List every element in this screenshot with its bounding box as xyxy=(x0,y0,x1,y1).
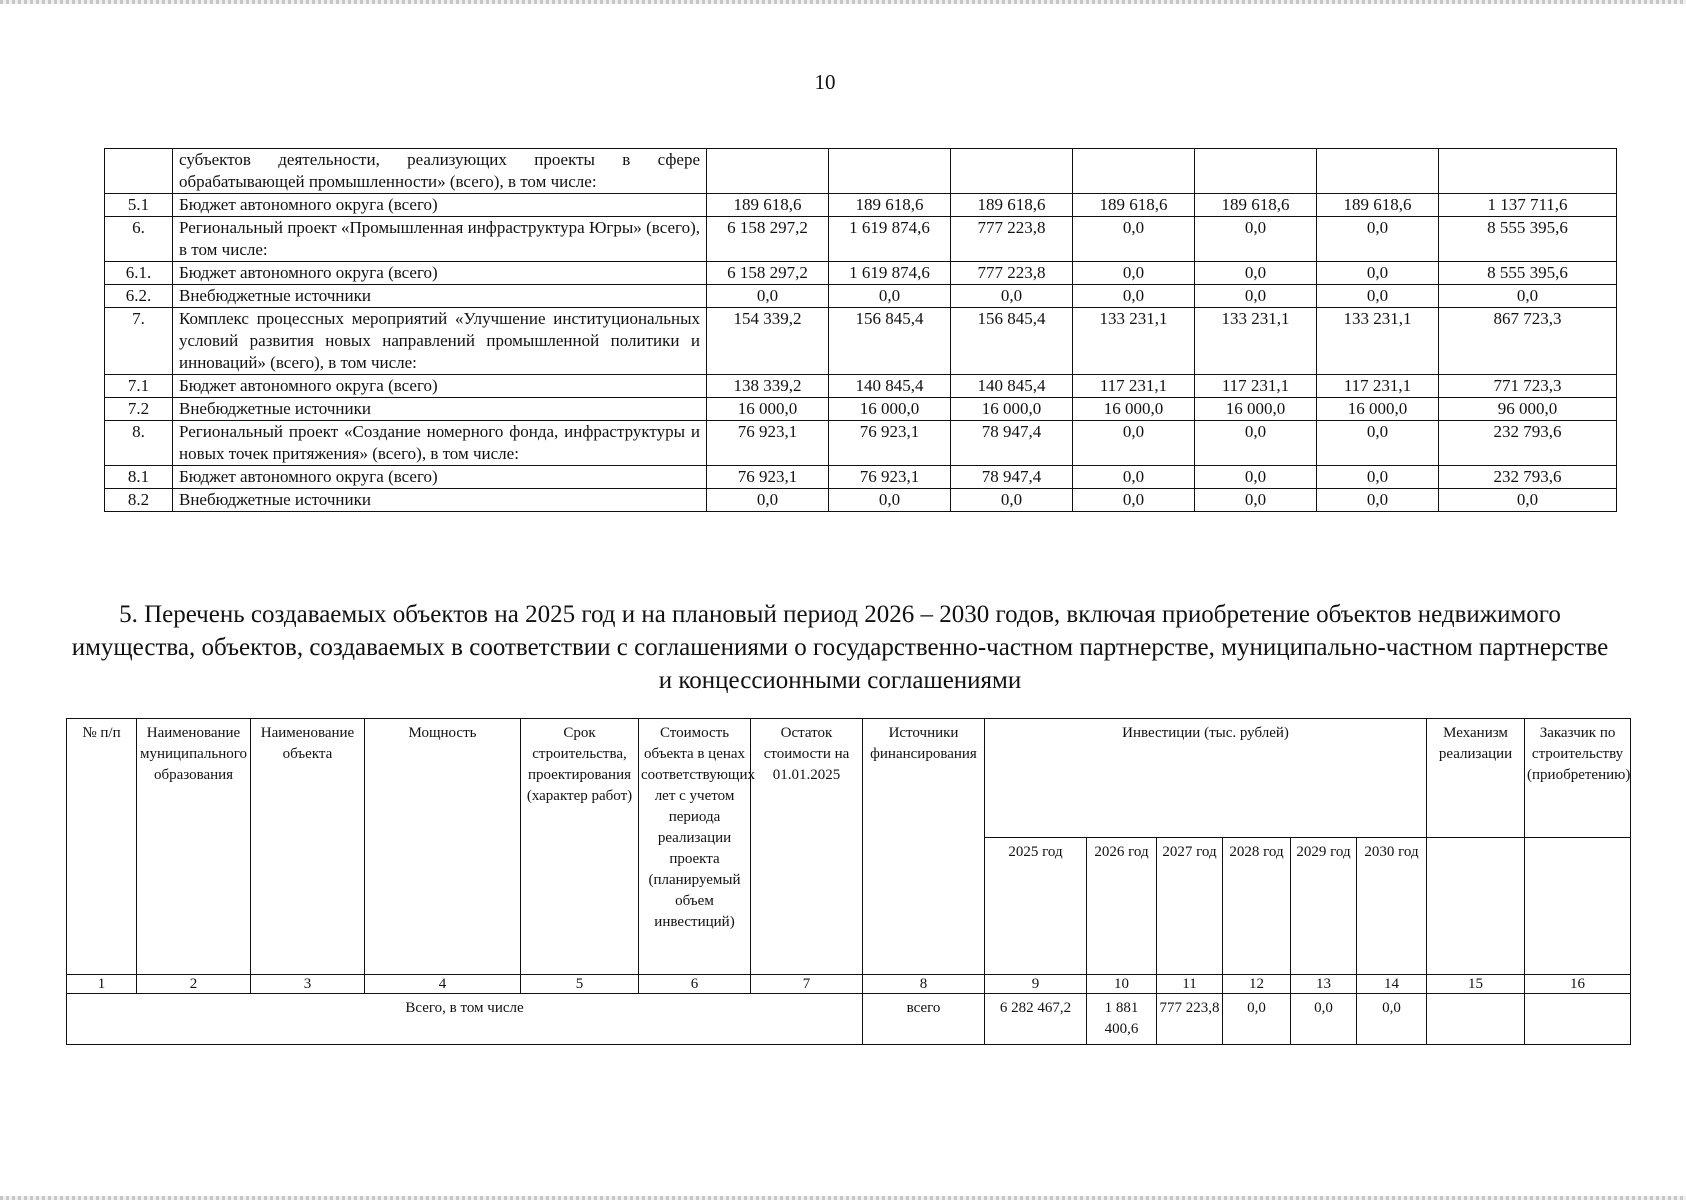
row-value: 0,0 xyxy=(1195,262,1317,285)
row-value xyxy=(1195,149,1317,194)
row-value: 0,0 xyxy=(1439,285,1617,308)
row-value xyxy=(1073,149,1195,194)
table-row xyxy=(105,421,1617,466)
row-name: Комплекс процессных мероприятий «Улучшение институциональных условий развития новых направлений промышленной политики и инноваций» (всего), в том числе: xyxy=(173,308,707,375)
column-index: 7 xyxy=(751,975,863,994)
total-label: Всего, в том числе xyxy=(67,994,863,1045)
column-index: 11 xyxy=(1157,975,1223,994)
row-value: 154 339,2 xyxy=(707,308,829,375)
column-index: 10 xyxy=(1087,975,1157,994)
col-customer-sub xyxy=(1525,838,1631,975)
row-value: 232 793,6 xyxy=(1439,421,1617,466)
row-value: 0,0 xyxy=(707,285,829,308)
col-year-header: 2028 год xyxy=(1223,838,1291,975)
col-capacity-header: Мощность xyxy=(365,719,521,975)
row-value: 133 231,1 xyxy=(1073,308,1195,375)
total-value: 0,0 xyxy=(1357,994,1427,1045)
row-value: 0,0 xyxy=(1073,421,1195,466)
row-value: 0,0 xyxy=(1073,217,1195,262)
row-value: 189 618,6 xyxy=(1073,194,1195,217)
row-number: 8.2 xyxy=(105,489,173,512)
total-source: всего xyxy=(863,994,985,1045)
row-number: 6.1. xyxy=(105,262,173,285)
row-value: 6 158 297,2 xyxy=(707,217,829,262)
row-value xyxy=(707,149,829,194)
row-value: 0,0 xyxy=(1317,466,1439,489)
header-row-1 xyxy=(67,719,1631,838)
col-year-header: 2027 год xyxy=(1157,838,1223,975)
row-name: Бюджет автономного округа (всего) xyxy=(173,375,707,398)
column-index-row xyxy=(67,975,1631,994)
column-index: 4 xyxy=(365,975,521,994)
row-value: 0,0 xyxy=(1317,217,1439,262)
row-value: 1 619 874,6 xyxy=(829,217,951,262)
row-value: 1 137 711,6 xyxy=(1439,194,1617,217)
row-value: 138 339,2 xyxy=(707,375,829,398)
row-value: 16 000,0 xyxy=(1317,398,1439,421)
row-value: 0,0 xyxy=(951,489,1073,512)
row-number: 7.1 xyxy=(105,375,173,398)
row-name: Бюджет автономного округа (всего) xyxy=(173,194,707,217)
total-customer xyxy=(1525,994,1631,1045)
row-value: 0,0 xyxy=(829,285,951,308)
col-investments-header: Инвестиции (тыс. рублей) xyxy=(985,719,1427,838)
row-value: 16 000,0 xyxy=(1073,398,1195,421)
row-value: 76 923,1 xyxy=(707,466,829,489)
row-value: 0,0 xyxy=(1317,262,1439,285)
row-value: 0,0 xyxy=(1195,421,1317,466)
column-index: 2 xyxy=(137,975,251,994)
table-row xyxy=(105,285,1617,308)
row-value: 117 231,1 xyxy=(1317,375,1439,398)
scan-edge-bottom xyxy=(0,1196,1686,1200)
table-row xyxy=(105,262,1617,285)
total-value: 0,0 xyxy=(1223,994,1291,1045)
row-value: 156 845,4 xyxy=(829,308,951,375)
total-value: 0,0 xyxy=(1291,994,1357,1045)
column-index: 6 xyxy=(639,975,751,994)
column-index: 5 xyxy=(521,975,639,994)
row-number: 5.1 xyxy=(105,194,173,217)
page-number: 10 xyxy=(814,70,836,94)
col-mechanism-sub xyxy=(1427,838,1525,975)
col-year-header: 2025 год xyxy=(985,838,1087,975)
row-value: 76 923,1 xyxy=(829,421,951,466)
row-value: 1 619 874,6 xyxy=(829,262,951,285)
row-value: 76 923,1 xyxy=(707,421,829,466)
row-value: 0,0 xyxy=(951,285,1073,308)
row-value: 0,0 xyxy=(1317,285,1439,308)
column-index: 9 xyxy=(985,975,1087,994)
row-value xyxy=(1317,149,1439,194)
row-value: 777 223,8 xyxy=(951,262,1073,285)
row-value: 16 000,0 xyxy=(829,398,951,421)
col-number-header: № п/п xyxy=(67,719,137,975)
row-value: 0,0 xyxy=(1317,489,1439,512)
total-mechanism xyxy=(1427,994,1525,1045)
row-name: Бюджет автономного округа (всего) xyxy=(173,262,707,285)
row-value: 867 723,3 xyxy=(1439,308,1617,375)
table-row xyxy=(105,466,1617,489)
row-value: 16 000,0 xyxy=(707,398,829,421)
col-source-header: Источники финансирования xyxy=(863,719,985,975)
row-value: 0,0 xyxy=(1073,285,1195,308)
row-value xyxy=(951,149,1073,194)
row-value: 771 723,3 xyxy=(1439,375,1617,398)
row-number: 6. xyxy=(105,217,173,262)
column-index: 12 xyxy=(1223,975,1291,994)
row-value: 0,0 xyxy=(829,489,951,512)
objects-table xyxy=(66,718,1631,1045)
table-row xyxy=(105,489,1617,512)
row-value: 133 231,1 xyxy=(1317,308,1439,375)
col-municipality-header: Наименование муниципального образования xyxy=(137,719,251,975)
col-customer-header: Заказчик по строительству (приобретению) xyxy=(1525,719,1631,838)
row-value: 156 845,4 xyxy=(951,308,1073,375)
total-value: 1 881 400,6 xyxy=(1087,994,1157,1045)
col-remaining-header: Остаток стоимости на 01.01.2025 xyxy=(751,719,863,975)
row-value: 0,0 xyxy=(1073,466,1195,489)
row-value: 8 555 395,6 xyxy=(1439,262,1617,285)
col-mechanism-header: Механизм реализации xyxy=(1427,719,1525,838)
table-row xyxy=(105,398,1617,421)
row-value: 133 231,1 xyxy=(1195,308,1317,375)
row-value: 16 000,0 xyxy=(1195,398,1317,421)
row-number: 6.2. xyxy=(105,285,173,308)
row-value: 16 000,0 xyxy=(951,398,1073,421)
total-value: 777 223,8 xyxy=(1157,994,1223,1045)
row-value: 78 947,4 xyxy=(951,466,1073,489)
row-number xyxy=(105,149,173,194)
row-value: 140 845,4 xyxy=(951,375,1073,398)
row-value: 777 223,8 xyxy=(951,217,1073,262)
column-index: 14 xyxy=(1357,975,1427,994)
column-index: 8 xyxy=(863,975,985,994)
row-value: 0,0 xyxy=(1073,262,1195,285)
column-index: 3 xyxy=(251,975,365,994)
row-name: Региональный проект «Промышленная инфраструктура Югры» (всего), в том числе: xyxy=(173,217,707,262)
table-row xyxy=(105,375,1617,398)
row-value: 117 231,1 xyxy=(1195,375,1317,398)
col-object-header: Наименование объекта xyxy=(251,719,365,975)
row-name: Внебюджетные источники xyxy=(173,489,707,512)
row-number: 7. xyxy=(105,308,173,375)
row-value: 0,0 xyxy=(707,489,829,512)
col-term-header: Срок строительства, проектирования (характер работ) xyxy=(521,719,639,975)
row-number: 8.1 xyxy=(105,466,173,489)
total-value: 6 282 467,2 xyxy=(985,994,1087,1045)
table-row xyxy=(105,308,1617,375)
table-row xyxy=(105,217,1617,262)
row-value: 189 618,6 xyxy=(951,194,1073,217)
row-value: 0,0 xyxy=(1195,285,1317,308)
row-value: 189 618,6 xyxy=(829,194,951,217)
row-value: 6 158 297,2 xyxy=(707,262,829,285)
table-row xyxy=(105,149,1617,194)
col-year-header: 2030 год xyxy=(1357,838,1427,975)
row-value: 117 231,1 xyxy=(1073,375,1195,398)
row-value: 0,0 xyxy=(1439,489,1617,512)
row-name: Внебюджетные источники xyxy=(173,285,707,308)
row-value: 96 000,0 xyxy=(1439,398,1617,421)
column-index: 13 xyxy=(1291,975,1357,994)
row-value: 189 618,6 xyxy=(1317,194,1439,217)
section-5-title: 5. Перечень создаваемых объектов на 2025 год и на плановый период 2026 – 2030 годов, включая приобретение объектов недвижимого имущества, объектов, создаваемых в соответствии с соглашениями о государственно-частном партнерстве, муниципально-частном партнерстве и концессионными соглашениями xyxy=(71,601,1609,694)
row-number: 7.2 xyxy=(105,398,173,421)
row-value: 78 947,4 xyxy=(951,421,1073,466)
row-value xyxy=(1439,149,1617,194)
column-index: 15 xyxy=(1427,975,1525,994)
table-row xyxy=(105,194,1617,217)
row-value xyxy=(829,149,951,194)
row-value: 0,0 xyxy=(1073,489,1195,512)
row-value: 189 618,6 xyxy=(1195,194,1317,217)
column-index: 1 xyxy=(67,975,137,994)
row-value: 8 555 395,6 xyxy=(1439,217,1617,262)
row-value: 0,0 xyxy=(1195,217,1317,262)
financing-table xyxy=(104,148,1617,512)
row-value: 0,0 xyxy=(1317,421,1439,466)
row-value: 189 618,6 xyxy=(707,194,829,217)
row-name: Внебюджетные источники xyxy=(173,398,707,421)
total-row xyxy=(67,994,1631,1045)
row-number: 8. xyxy=(105,421,173,466)
row-value: 0,0 xyxy=(1195,466,1317,489)
col-year-header: 2026 год xyxy=(1087,838,1157,975)
row-name: субъектов деятельности, реализующих проекты в сфере обрабатывающей промышленности» (всего), в том числе: xyxy=(173,149,707,194)
scan-edge-top xyxy=(0,0,1686,4)
column-index: 16 xyxy=(1525,975,1631,994)
col-year-header: 2029 год xyxy=(1291,838,1357,975)
row-value: 0,0 xyxy=(1195,489,1317,512)
row-value: 140 845,4 xyxy=(829,375,951,398)
col-cost-header: Стоимость объекта в ценах соответствующих лет с учетом периода реализации проекта (планируемый объем инвестиций) xyxy=(639,719,751,975)
row-name: Региональный проект «Создание номерного фонда, инфраструктуры и новых точек притяжения» (всего), в том числе: xyxy=(173,421,707,466)
row-name: Бюджет автономного округа (всего) xyxy=(173,466,707,489)
row-value: 76 923,1 xyxy=(829,466,951,489)
row-value: 232 793,6 xyxy=(1439,466,1617,489)
